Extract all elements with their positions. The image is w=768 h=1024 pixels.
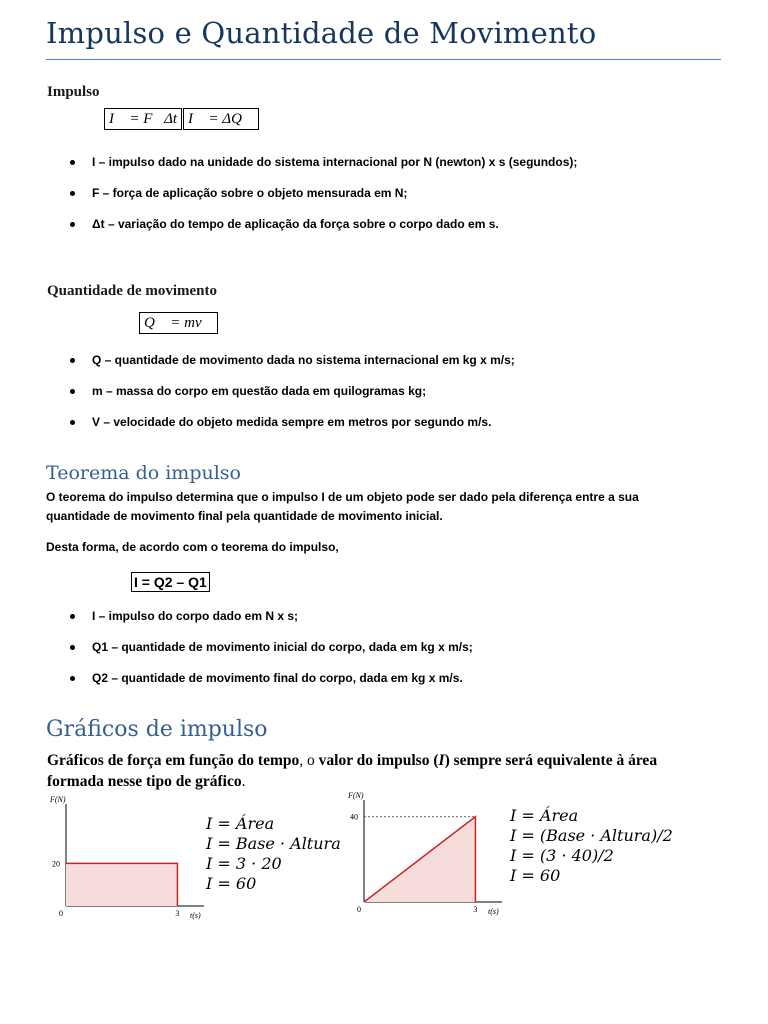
bullet-icon <box>70 614 75 619</box>
x-axis-label: t(s) <box>190 911 201 920</box>
chart-force-constant <box>46 795 206 920</box>
x-tick-label: 3 <box>175 909 180 918</box>
bullet-icon <box>70 645 75 650</box>
teorema-heading: Teorema do impulso <box>46 462 241 484</box>
y-tick-label: 20 <box>52 859 60 869</box>
impulso-bullet-list <box>92 155 577 237</box>
chart-force-linear <box>336 791 506 920</box>
teorema-paragraph: O teorema do impulso determina que o impulso I de um objeto pode ser dado pela diferença entre a sua quantidade de movimento final pela quantidade de movimento inicial. <box>46 490 639 523</box>
y-axis-label: F(N) <box>50 795 66 804</box>
quantidade-heading: Quantidade de movimento <box>47 283 218 299</box>
impulso-formula-2: I⃗ = ΔQ⃗ <box>183 108 259 130</box>
title-rule <box>46 59 721 60</box>
list-item: Q – quantidade de movimento dada no sistema internacional em kg x m/s; <box>92 353 515 384</box>
teorema-lead: Desta forma, de acordo com o teorema do impulso, <box>46 540 339 554</box>
bullet-icon <box>70 389 75 394</box>
bullet-icon <box>70 222 75 227</box>
list-item: Q1 – quantidade de movimento inicial do corpo, dada em kg x m/s; <box>92 640 473 671</box>
origin-label: 0 <box>59 909 63 918</box>
bullet-icon <box>70 420 75 425</box>
impulso-formula-1: I⃗ = F⃗Δt <box>104 108 182 130</box>
page-title: Impulso e Quantidade de Movimento <box>46 16 597 50</box>
graph2-equations: I = Área I = (Base · Altura)/2 I = (3 · 40)/2 I = 60 <box>510 806 673 885</box>
list-item: I – impulso dado na unidade do sistema internacional por N (newton) x s (segundos); <box>92 155 577 186</box>
y-tick-label: 40 <box>350 812 358 822</box>
x-tick-label: 3 <box>473 905 478 914</box>
origin-label: 0 <box>357 905 361 914</box>
list-item: m – massa do corpo em questão dada em quilogramas kg; <box>92 384 515 415</box>
list-item: V – velocidade do objeto medida sempre em metros por segundo m/s. <box>92 415 515 435</box>
impulse-area <box>66 863 177 906</box>
quantidade-bullet-list <box>92 353 515 435</box>
quantidade-formula: Q⃗ = mv⃗ <box>139 312 218 334</box>
list-item: Δt – variação do tempo de aplicação da força sobre o corpo dado em s. <box>92 217 577 237</box>
y-axis-label: F(N) <box>348 791 364 800</box>
list-item: Q2 – quantidade de movimento final do corpo, dada em kg x m/s. <box>92 671 473 691</box>
teorema-equation: I = Q2 – Q1 <box>131 572 210 592</box>
bullet-icon <box>70 358 75 363</box>
bullet-icon <box>70 160 75 165</box>
graficos-heading: Gráficos de impulso <box>46 717 268 742</box>
teorema-bullet-list <box>92 609 473 691</box>
x-axis-label: t(s) <box>488 907 499 916</box>
bullet-icon <box>70 676 75 681</box>
impulso-heading: Impulso <box>47 84 100 100</box>
graph1-equations: I = Área I = Base · Altura I = 3 · 20 I = 60 <box>206 814 341 893</box>
bullet-icon <box>70 191 75 196</box>
list-item: F – força de aplicação sobre o objeto mensurada em N; <box>92 186 577 217</box>
graficos-text: Gráficos de força em função do tempo, o valor do impulso (I) sempre será equivalente à área formada nesse tipo de gráfico. <box>47 752 658 790</box>
list-item: I – impulso do corpo dado em N x s; <box>92 609 473 640</box>
